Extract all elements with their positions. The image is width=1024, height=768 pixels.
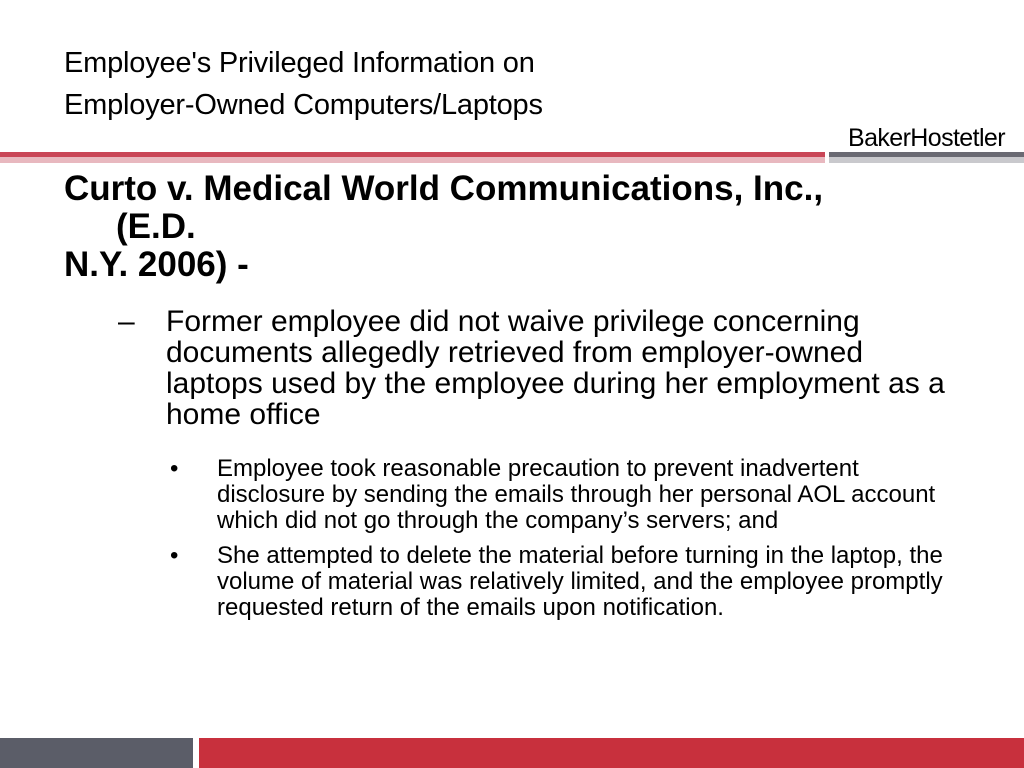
header-red-bar	[0, 152, 825, 163]
case-heading-line-1: Curto v. Medical World Communications, Inc.,	[64, 169, 824, 208]
reasons-list	[170, 456, 970, 630]
baker-hostetler-logo: BakerHostetler	[848, 124, 1005, 152]
list-item	[170, 456, 970, 534]
bullet-marker: •	[170, 455, 179, 482]
header-grey-bar	[829, 152, 1024, 163]
case-heading-line-3: N.Y. 2006) -	[64, 245, 249, 284]
holding-item	[118, 306, 958, 430]
case-heading-line-2: (E.D.	[116, 207, 196, 246]
dash-marker: –	[118, 305, 135, 338]
case-heading	[64, 170, 964, 284]
bullet-marker: •	[170, 542, 179, 569]
reason-text: She attempted to delete the material before turning in the laptop, the volume of material was relatively limited, and the employee promptly requested return of the emails upon notification.	[217, 542, 943, 621]
slide-title-line-2: Employer-Owned Computers/Laptops	[64, 89, 543, 121]
list-item	[170, 543, 970, 621]
reason-text: Employee took reasonable precaution to prevent inadvertent disclosure by sending the emails through her personal AOL account which did not go through the company’s servers; and	[217, 455, 936, 534]
slide-title-line-1: Employee's Privileged Information on	[64, 47, 535, 79]
footer-red-bar	[199, 738, 1024, 768]
footer-grey-bar	[0, 738, 193, 768]
slide-title	[64, 42, 543, 126]
holding-text: Former employee did not waive privilege concerning documents allegedly retrieved from employer-owned laptops used by the employee during her employment as a home office	[166, 305, 945, 431]
